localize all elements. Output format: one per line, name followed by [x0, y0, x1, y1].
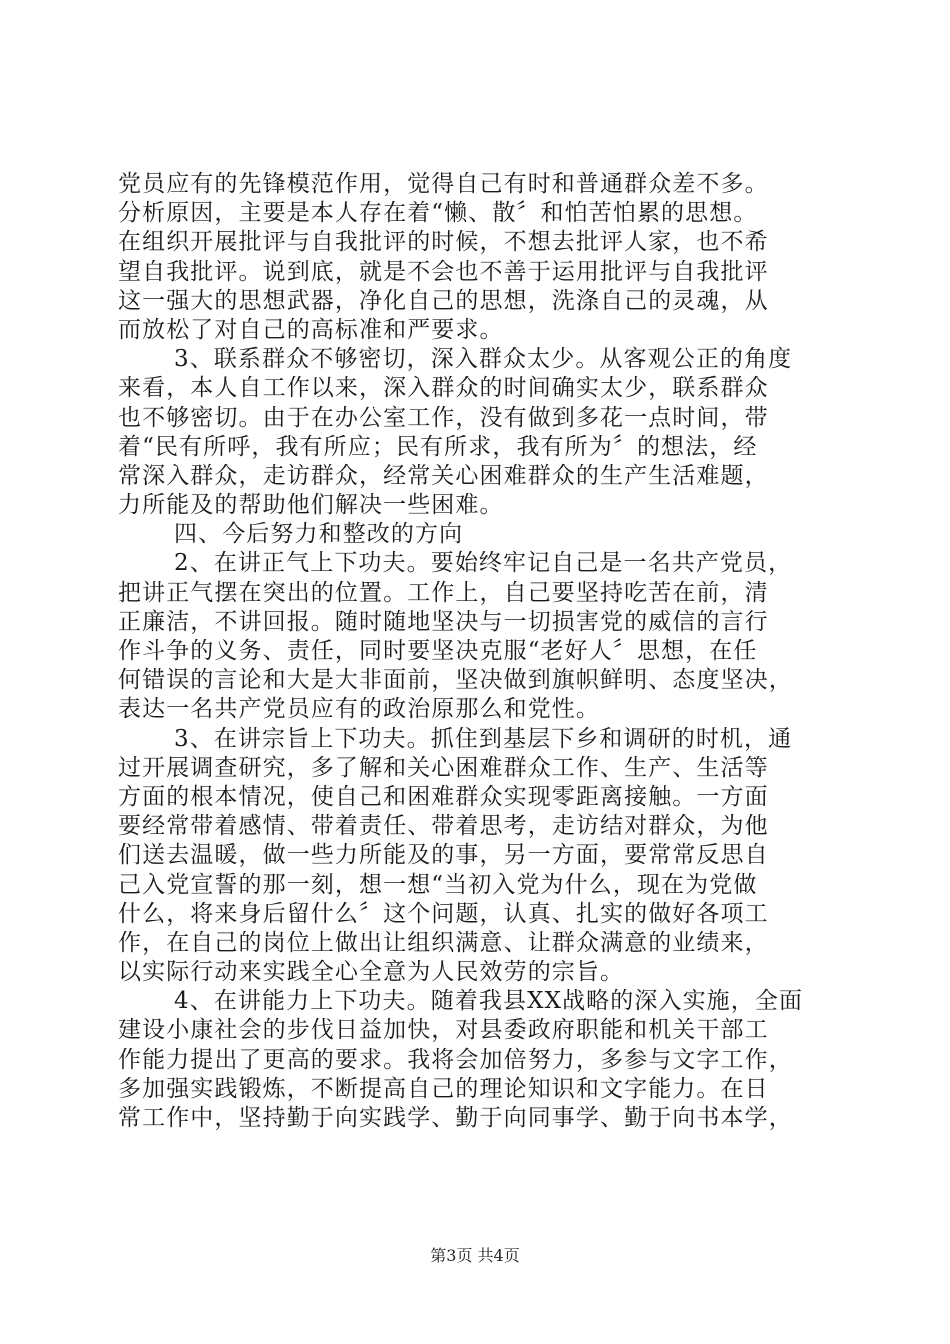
text-line: 多加强实践锻炼，不断提高自己的理论知识和文字能力。在日	[118, 1075, 769, 1102]
text-line: 何错误的言论和大是大非面前，坚决做到旗帜鲜明、态度坚决，	[118, 667, 793, 694]
text-line: 作能力提出了更高的要求。我将会加倍努力，多参与文字工作，	[118, 1046, 793, 1073]
text-line: 也不够密切。由于在办公室工作，没有做到多花一点时间，带	[118, 404, 769, 431]
text-line: 建设小康社会的步伐日益加快，对县委政府职能和机关干部工	[118, 1017, 769, 1044]
text-line: 2、在讲正气上下功夫。要始终牢记自己是一名共产党员，	[174, 550, 793, 577]
text-line: 而放松了对自己的高标准和严要求。	[118, 316, 504, 343]
text-line: 党员应有的先锋模范作用，觉得自己有时和普通群众差不多。	[118, 171, 769, 197]
text-line: 作斗争的义务、责任，同时要坚决克服“老好人〞思想，在任	[118, 638, 758, 664]
text-line: 3、联系群众不够密切，深入群众太少。从客观公正的角度	[174, 346, 793, 373]
text-line: 望自我批评。说到底，就是不会也不善于运用批评与自我批评	[118, 258, 769, 285]
text-line: 来看，本人自工作以来，深入群众的时间确实太少，联系群众	[118, 375, 769, 402]
text-line: 以实际行动来实践全心全意为人民效劳的宗旨。	[118, 959, 625, 986]
text-line: 己入党宣誓的那一刻，想一想“当初入党为什么，现在为党做	[118, 871, 758, 898]
text-line: 常深入群众，走访群众，经常关心困难群众的生产生活难题，	[118, 462, 769, 489]
text-line: 正廉洁，不讲回报。随时随地坚决与一切损害党的威信的言行	[118, 608, 769, 635]
text-line: 四、今后努力和整改的方向	[174, 521, 464, 548]
text-line: 常工作中，坚持勤于向实践学、勤于向同事学、勤于向书本学，	[118, 1105, 793, 1131]
text-line: 要经常带着感情、带着责任、带着思考，走访结对群众，为他	[118, 813, 769, 840]
text-line: 在组织开展批评与自我批评的时候，不想去批评人家，也不希	[118, 229, 769, 256]
text-line: 什么，将来身后留什么〞这个问题，认真、扎实的做好各项工	[118, 900, 769, 927]
text-line: 把讲正气摆在突出的位置。工作上，自己要坚持吃苦在前，清	[118, 579, 769, 606]
text-line: 3、在讲宗旨上下功夫。抓住到基层下乡和调研的时机，通	[174, 725, 793, 752]
text-line: 过开展调查研究，多了解和关心困难群众工作、生产、生活等	[118, 754, 769, 781]
text-line: 4、在讲能力上下功夫。随着我县XX战略的深入实施，全面	[174, 988, 804, 1015]
document-body	[118, 170, 838, 1133]
text-line: 方面的根本情况，使自己和困难群众实现零距离接触。一方面	[118, 783, 769, 810]
text-line: 表达一名共产党员应有的政治原那么和党性。	[118, 696, 600, 723]
text-line: 们送去温暖，做一些力所能及的事，另一方面，要常常反思自	[118, 842, 769, 869]
text-line: 作，在自己的岗位上做出让组织满意、让群众满意的业绩来，	[118, 929, 769, 956]
text-line: 这一强大的思想武器，净化自己的思想，洗涤自己的灵魂，从	[118, 287, 769, 314]
text-line: 力所能及的帮助他们解决一些困难。	[118, 492, 504, 519]
page-footer: 第3页 共4页	[430, 1246, 520, 1265]
text-line: 着“民有所呼，我有所应；民有所求，我有所为〞的想法，经	[118, 433, 758, 460]
text-line: 分析原因，主要是本人存在着“懒、散〞和怕苦怕累的思想。	[118, 200, 758, 227]
